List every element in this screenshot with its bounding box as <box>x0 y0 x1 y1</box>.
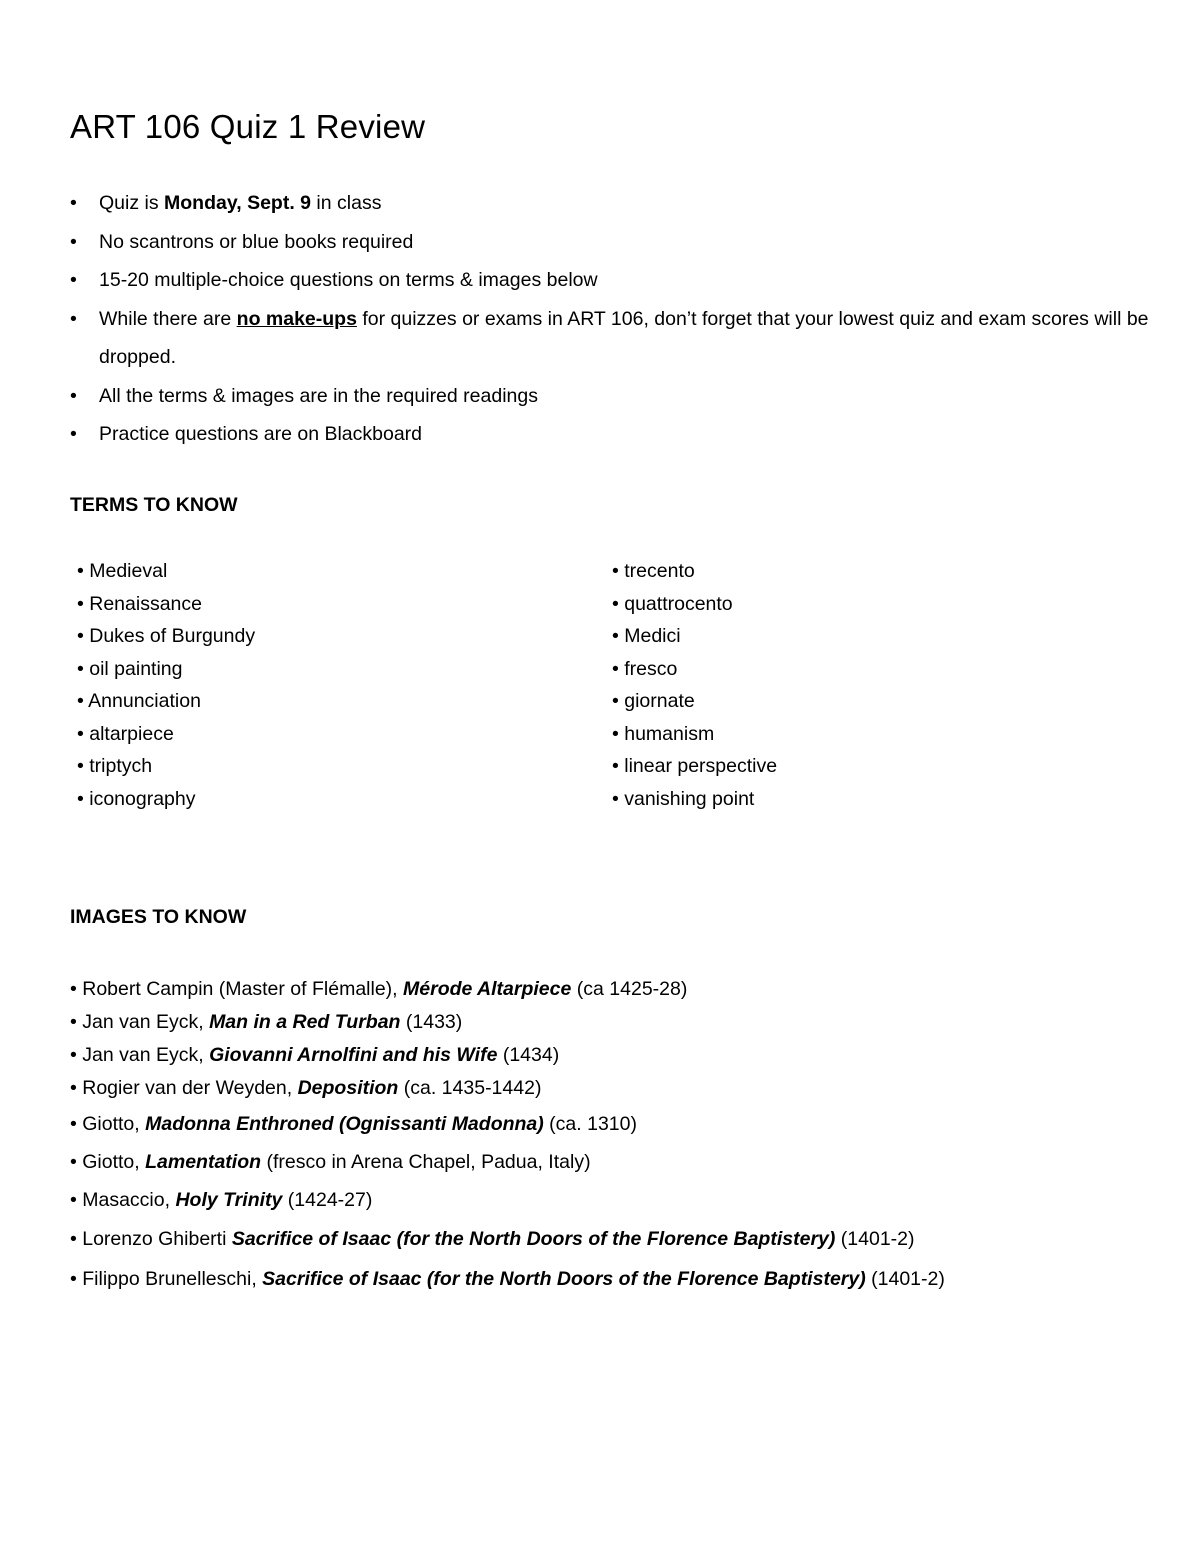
image-work-title: Madonna Enthroned (Ognissanti Madonna) <box>145 1113 544 1135</box>
image-artist: • Giotto, <box>70 1151 146 1173</box>
bullet: • <box>70 192 77 214</box>
image-item <box>70 1143 945 1181</box>
no-makeups-emphasis: no make-ups <box>236 307 357 330</box>
term-item: • Annunciation <box>77 690 201 712</box>
image-item <box>70 1259 945 1299</box>
image-work-title: Mérode Altarpiece <box>403 978 572 1000</box>
image-artist: • Masaccio, <box>70 1189 176 1211</box>
image-detail: (1401-2) <box>835 1228 915 1250</box>
image-item <box>70 1039 945 1072</box>
item-text: No scantrons or blue books required <box>99 230 414 253</box>
term-item: • quattrocento <box>612 592 733 615</box>
image-artist: • Rogier van der Weyden, <box>70 1077 298 1099</box>
list-item <box>70 223 1150 262</box>
image-work-title: Holy Trinity <box>175 1189 283 1211</box>
item-text: While there are <box>99 307 237 330</box>
bullet: • <box>70 384 77 407</box>
image-detail: (1434) <box>497 1044 560 1066</box>
quiz-date: Monday, Sept. 9 <box>164 192 312 214</box>
item-text: Quiz is <box>99 192 165 214</box>
image-detail: (1433) <box>400 1011 463 1033</box>
item-text: for quizzes or exams in ART 106, don’t forget that your lowest quiz and exam scores will be dropped. <box>99 307 1149 368</box>
term-item: • iconography <box>77 787 196 810</box>
image-work-title: Sacrifice of Isaac (for the North Doors of the Florence Baptistery) <box>262 1268 866 1290</box>
terms-left-column <box>77 555 255 815</box>
item-text: All the terms & images are in the required readings <box>99 384 538 407</box>
bullet: • <box>70 269 77 291</box>
image-work-title: Lamentation <box>145 1151 262 1173</box>
list-item <box>70 184 1150 223</box>
image-item <box>70 1072 945 1105</box>
terms-right-column <box>612 555 777 815</box>
item-text: Practice questions are on Blackboard <box>99 423 423 445</box>
image-work-title: Giovanni Arnolfini and his Wife <box>209 1044 498 1066</box>
image-work-title: Sacrifice of Isaac (for the North Doors of the Florence Baptistery) <box>231 1228 836 1250</box>
list-item <box>70 377 1150 416</box>
bullet: • <box>70 307 77 330</box>
term-item: • Renaissance <box>77 592 202 615</box>
terms-heading: TERMS TO KNOW <box>70 494 238 516</box>
image-detail: (fresco in Arena Chapel, Padua, Italy) <box>261 1151 591 1173</box>
term-item: • altarpiece <box>77 722 174 745</box>
term-item: • Medieval <box>77 560 168 582</box>
image-artist: • Giotto, <box>70 1113 146 1135</box>
term-item: • humanism <box>612 722 715 745</box>
image-detail: (1424-27) <box>282 1189 373 1211</box>
image-item <box>70 1006 945 1039</box>
term-item: • triptych <box>77 755 153 777</box>
term-item: • fresco <box>612 657 678 680</box>
image-item <box>70 973 945 1006</box>
intro-list <box>70 184 1150 454</box>
term-item: • linear perspective <box>612 755 778 777</box>
image-detail: (ca. 1310) <box>543 1113 637 1135</box>
image-artist: • Filippo Brunelleschi, <box>70 1268 263 1290</box>
term-item: • oil painting <box>77 657 183 680</box>
image-work-title: Man in a Red Turban <box>209 1011 401 1033</box>
term-item: • Medici <box>612 625 681 647</box>
image-artist: • Jan van Eyck, <box>70 1011 210 1033</box>
image-item <box>70 1181 945 1219</box>
image-artist: • Lorenzo Ghiberti <box>70 1228 232 1250</box>
list-item <box>70 300 1150 377</box>
images-heading: IMAGES TO KNOW <box>70 906 247 928</box>
term-item: • Dukes of Burgundy <box>77 625 256 647</box>
image-item <box>70 1219 945 1259</box>
image-work-title: Deposition <box>297 1077 399 1099</box>
item-text: 15-20 multiple-choice questions on terms & images below <box>99 269 598 291</box>
bullet: • <box>70 423 77 445</box>
image-artist: • Robert Campin (Master of Flémalle), <box>70 978 404 1000</box>
bullet: • <box>70 230 77 253</box>
term-item: • vanishing point <box>612 787 755 810</box>
image-item <box>70 1105 945 1143</box>
image-artist: • Jan van Eyck, <box>70 1044 210 1066</box>
term-item: • giornate <box>612 690 695 712</box>
page-title: ART 106 Quiz 1 Review <box>70 108 426 145</box>
image-detail: (1401-2) <box>865 1268 945 1290</box>
image-detail: (ca. 1435-1442) <box>398 1077 542 1099</box>
item-text: in class <box>311 192 382 214</box>
list-item <box>70 261 1150 300</box>
term-item: • trecento <box>612 560 695 582</box>
images-list <box>70 973 945 1299</box>
image-detail: (ca 1425-28) <box>571 978 688 1000</box>
list-item <box>70 415 1150 454</box>
